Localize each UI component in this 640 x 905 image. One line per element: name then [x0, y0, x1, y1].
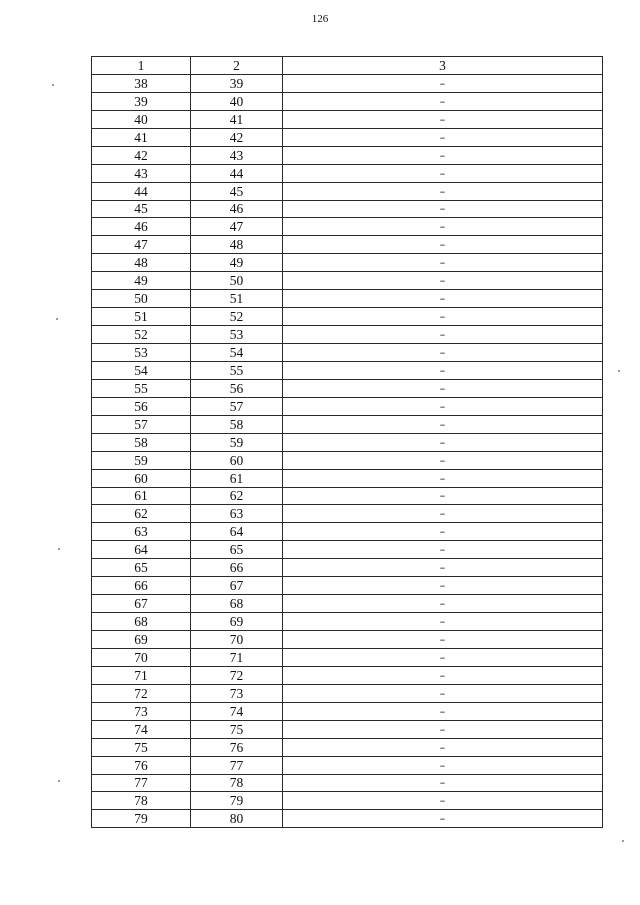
table-cell-col1: 42 — [92, 146, 191, 164]
table-row — [92, 738, 603, 756]
table-row — [92, 379, 603, 397]
table-cell-col2: 56 — [191, 379, 283, 397]
table-cell-col3: – — [283, 487, 603, 505]
table-cell-col2: 43 — [191, 146, 283, 164]
table-cell-col2: 57 — [191, 397, 283, 415]
table-cell-col2: 54 — [191, 344, 283, 362]
table-cell-col3: – — [283, 756, 603, 774]
table-cell-col3: – — [283, 74, 603, 92]
table-row — [92, 613, 603, 631]
scan-speck — [56, 318, 58, 320]
table-cell-col3: – — [283, 200, 603, 218]
table-cell-col1: 68 — [92, 613, 191, 631]
table-row — [92, 146, 603, 164]
table-cell-col1: 60 — [92, 469, 191, 487]
table-cell-col2: 59 — [191, 433, 283, 451]
table-cell-col3: – — [283, 648, 603, 666]
table-cell-col2: 77 — [191, 756, 283, 774]
table-cell-col1: 55 — [92, 379, 191, 397]
table-row — [92, 559, 603, 577]
table-cell-col3: – — [283, 397, 603, 415]
table-row — [92, 810, 603, 828]
table-cell-col2: 60 — [191, 451, 283, 469]
table-cell-col2: 78 — [191, 774, 283, 792]
table-cell-col2: 63 — [191, 505, 283, 523]
page-number: 126 — [311, 13, 329, 25]
table-cell-col3: – — [283, 613, 603, 631]
table-cell-col3: – — [283, 720, 603, 738]
table-row — [92, 164, 603, 182]
table-cell-col2: 53 — [191, 326, 283, 344]
table-cell-col1: 76 — [92, 756, 191, 774]
column-header-3: 3 — [283, 57, 603, 75]
table-row — [92, 92, 603, 110]
table-cell-col3: – — [283, 182, 603, 200]
column-header-1: 1 — [92, 57, 191, 75]
table-cell-col1: 71 — [92, 666, 191, 684]
table-cell-col3: – — [283, 738, 603, 756]
table-cell-col2: 47 — [191, 218, 283, 236]
table-row — [92, 523, 603, 541]
table-cell-col2: 45 — [191, 182, 283, 200]
table-cell-col1: 58 — [92, 433, 191, 451]
table-cell-col3: – — [283, 379, 603, 397]
table-cell-col3: – — [283, 433, 603, 451]
table-cell-col2: 76 — [191, 738, 283, 756]
table-row — [92, 433, 603, 451]
table-cell-col2: 41 — [191, 110, 283, 128]
scan-speck — [622, 840, 624, 842]
table-cell-col1: 47 — [92, 236, 191, 254]
table-header-row — [92, 57, 603, 75]
scan-speck — [58, 780, 60, 782]
table-cell-col1: 61 — [92, 487, 191, 505]
table-cell-col2: 44 — [191, 164, 283, 182]
table-row — [92, 577, 603, 595]
table-cell-col2: 61 — [191, 469, 283, 487]
column-header-2: 2 — [191, 57, 283, 75]
table-row — [92, 774, 603, 792]
table-row — [92, 182, 603, 200]
table-cell-col1: 45 — [92, 200, 191, 218]
table-cell-col3: – — [283, 128, 603, 146]
table-cell-col1: 75 — [92, 738, 191, 756]
table-cell-col3: – — [283, 684, 603, 702]
table-cell-col3: – — [283, 164, 603, 182]
table-cell-col2: 42 — [191, 128, 283, 146]
table-cell-col2: 64 — [191, 523, 283, 541]
table-cell-col1: 78 — [92, 792, 191, 810]
table-cell-col1: 73 — [92, 702, 191, 720]
table-cell-col2: 72 — [191, 666, 283, 684]
table-cell-col1: 70 — [92, 648, 191, 666]
table-cell-col3: – — [283, 523, 603, 541]
table-cell-col1: 62 — [92, 505, 191, 523]
table-cell-col2: 39 — [191, 74, 283, 92]
table-row — [92, 397, 603, 415]
table-cell-col3: – — [283, 92, 603, 110]
table-cell-col1: 67 — [92, 595, 191, 613]
table-cell-col3: – — [283, 326, 603, 344]
table-cell-col2: 75 — [191, 720, 283, 738]
table-cell-col3: – — [283, 361, 603, 379]
table-cell-col3: – — [283, 810, 603, 828]
table-cell-col3: – — [283, 344, 603, 362]
table-cell-col3: – — [283, 702, 603, 720]
table-cell-col2: 51 — [191, 290, 283, 308]
table-row — [92, 272, 603, 290]
scan-speck — [58, 548, 60, 550]
table-cell-col2: 67 — [191, 577, 283, 595]
table-cell-col3: – — [283, 559, 603, 577]
table-cell-col3: – — [283, 146, 603, 164]
table-row — [92, 344, 603, 362]
table-cell-col3: – — [283, 631, 603, 649]
data-table — [91, 56, 603, 828]
table-cell-col1: 79 — [92, 810, 191, 828]
table-cell-col1: 65 — [92, 559, 191, 577]
table-cell-col1: 50 — [92, 290, 191, 308]
table-cell-col1: 66 — [92, 577, 191, 595]
table-cell-col2: 73 — [191, 684, 283, 702]
table-cell-col2: 58 — [191, 415, 283, 433]
table-cell-col1: 39 — [92, 92, 191, 110]
table-cell-col1: 52 — [92, 326, 191, 344]
table-cell-col1: 38 — [92, 74, 191, 92]
table-row — [92, 541, 603, 559]
table-cell-col1: 64 — [92, 541, 191, 559]
table-row — [92, 648, 603, 666]
table-cell-col3: – — [283, 505, 603, 523]
table-cell-col3: – — [283, 236, 603, 254]
table-cell-col2: 80 — [191, 810, 283, 828]
table-cell-col3: – — [283, 469, 603, 487]
table-row — [92, 595, 603, 613]
table-row — [92, 756, 603, 774]
table-cell-col1: 41 — [92, 128, 191, 146]
table-cell-col1: 63 — [92, 523, 191, 541]
table-cell-col1: 59 — [92, 451, 191, 469]
table-cell-col3: – — [283, 577, 603, 595]
table-cell-col1: 54 — [92, 361, 191, 379]
table-row — [92, 792, 603, 810]
table-row — [92, 218, 603, 236]
table-cell-col2: 49 — [191, 254, 283, 272]
table-row — [92, 128, 603, 146]
table-cell-col1: 56 — [92, 397, 191, 415]
table-cell-col2: 74 — [191, 702, 283, 720]
table-cell-col3: – — [283, 666, 603, 684]
table-cell-col3: – — [283, 774, 603, 792]
table-row — [92, 666, 603, 684]
table-cell-col1: 69 — [92, 631, 191, 649]
table-cell-col1: 77 — [92, 774, 191, 792]
table-row — [92, 451, 603, 469]
table-row — [92, 631, 603, 649]
table-cell-col3: – — [283, 308, 603, 326]
scan-speck — [618, 370, 620, 372]
table-cell-col2: 50 — [191, 272, 283, 290]
table-cell-col1: 51 — [92, 308, 191, 326]
table-cell-col1: 53 — [92, 344, 191, 362]
table-cell-col1: 40 — [92, 110, 191, 128]
table-row — [92, 684, 603, 702]
table-body — [92, 57, 603, 828]
table-row — [92, 469, 603, 487]
table-cell-col2: 40 — [191, 92, 283, 110]
table-cell-col2: 65 — [191, 541, 283, 559]
table-row — [92, 290, 603, 308]
table-row — [92, 110, 603, 128]
table-cell-col2: 62 — [191, 487, 283, 505]
table-cell-col3: – — [283, 272, 603, 290]
table-cell-col1: 44 — [92, 182, 191, 200]
table-row — [92, 487, 603, 505]
table-cell-col2: 48 — [191, 236, 283, 254]
table-cell-col2: 46 — [191, 200, 283, 218]
table-cell-col1: 48 — [92, 254, 191, 272]
table-row — [92, 505, 603, 523]
table-row — [92, 254, 603, 272]
table-cell-col2: 70 — [191, 631, 283, 649]
table-cell-col2: 68 — [191, 595, 283, 613]
table-row — [92, 200, 603, 218]
table-cell-col1: 46 — [92, 218, 191, 236]
table-cell-col3: – — [283, 110, 603, 128]
table-cell-col1: 74 — [92, 720, 191, 738]
table-row — [92, 720, 603, 738]
table-row — [92, 361, 603, 379]
scan-speck — [52, 84, 54, 86]
table-cell-col2: 69 — [191, 613, 283, 631]
table-cell-col1: 49 — [92, 272, 191, 290]
table-row — [92, 236, 603, 254]
table-cell-col1: 72 — [92, 684, 191, 702]
table-cell-col3: – — [283, 451, 603, 469]
table-row — [92, 74, 603, 92]
table-cell-col2: 79 — [191, 792, 283, 810]
table-cell-col3: – — [283, 595, 603, 613]
table-cell-col2: 71 — [191, 648, 283, 666]
table-cell-col2: 66 — [191, 559, 283, 577]
table-cell-col3: – — [283, 792, 603, 810]
table-cell-col3: – — [283, 290, 603, 308]
table-row — [92, 326, 603, 344]
table-cell-col2: 52 — [191, 308, 283, 326]
table-cell-col3: – — [283, 541, 603, 559]
table-cell-col3: – — [283, 415, 603, 433]
table-row — [92, 702, 603, 720]
table-cell-col1: 43 — [92, 164, 191, 182]
table-cell-col3: – — [283, 254, 603, 272]
table-cell-col2: 55 — [191, 361, 283, 379]
table-row — [92, 308, 603, 326]
table-cell-col1: 57 — [92, 415, 191, 433]
table-row — [92, 415, 603, 433]
table-cell-col3: – — [283, 218, 603, 236]
